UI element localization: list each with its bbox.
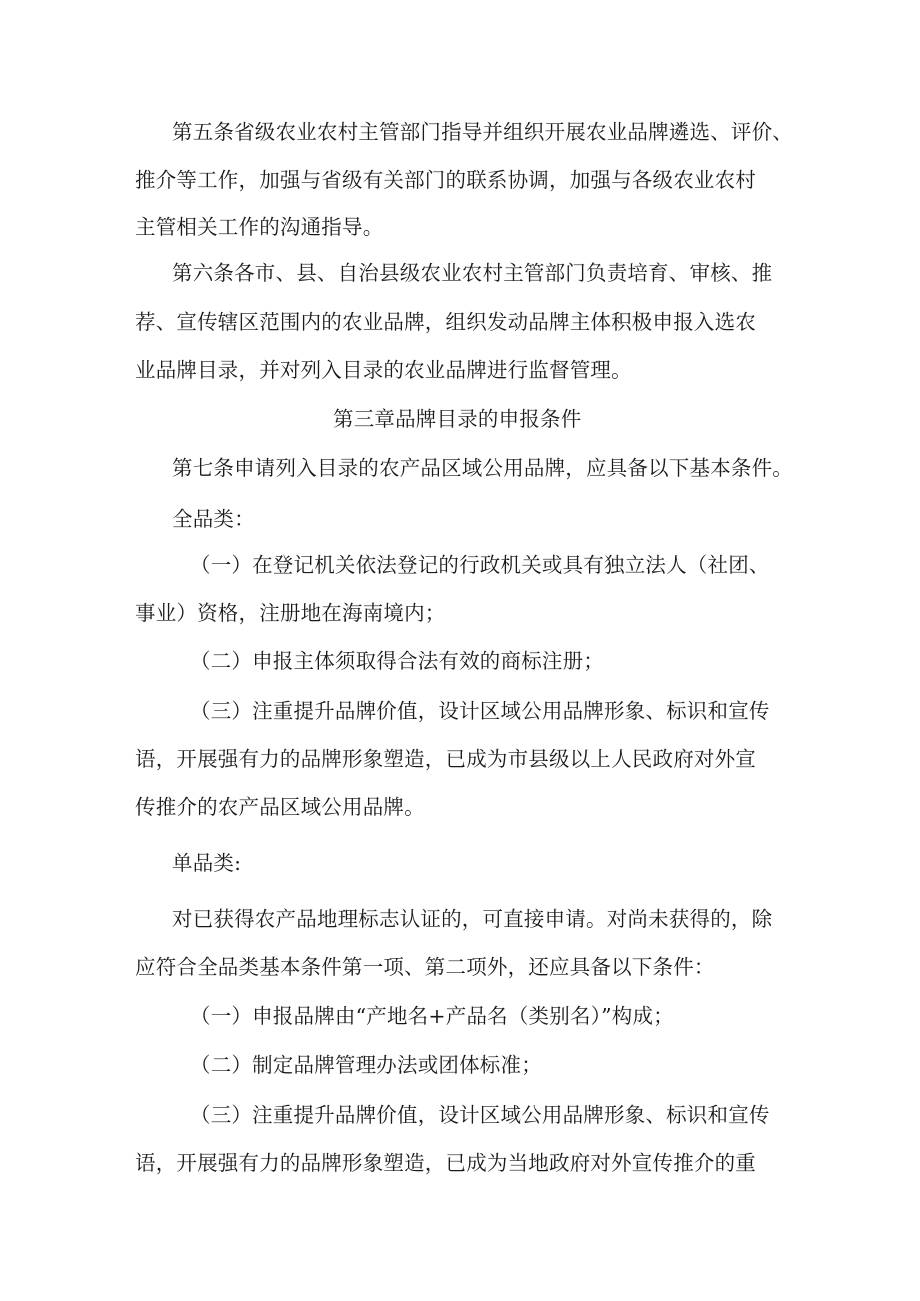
all-item-1-line-1: （一）在登记机关依法登记的行政机关或具有独立法人（社团、 xyxy=(190,553,770,577)
article-5-line-1: 第五条省级农业农村主管部门指导并组织开展农业品牌遴选、评价、 xyxy=(172,120,793,144)
all-item-3-line-2: 语，开展强有力的品牌形象塑造，已成为市县级以上人民政府对外宣 xyxy=(135,747,756,771)
single-intro-line-1: 对已获得农产品地理标志认证的，可直接申请。对尚未获得的，除 xyxy=(172,907,773,931)
single-category-label: 单品类: xyxy=(172,851,242,875)
single-item-3-line-2: 语，开展强有力的品牌形象塑造，已成为当地政府对外宣传推介的重 xyxy=(135,1151,756,1175)
article-6-line-2: 荐、宣传辖区范围内的农业品牌，组织发动品牌主体积极申报入选农 xyxy=(135,310,756,334)
all-item-1-line-2: 事业）资格，注册地在海南境内； xyxy=(135,601,446,625)
chapter-3-heading: 第三章品牌目录的申报条件 xyxy=(333,407,582,431)
all-categories-label: 全品类： xyxy=(172,507,255,531)
article-6-line-1: 第六条各市、县、自治县级农业农村主管部门负责培育、审核、推 xyxy=(172,261,773,285)
single-intro-line-2: 应符合全品类基本条件第一项、第二项外，还应具备以下条件： xyxy=(135,955,715,979)
single-item-1: （一）申报品牌由“产地名+产品名（类别名）”构成； xyxy=(190,1004,674,1028)
article-5-line-2: 推介等工作，加强与省级有关部门的联系协调，加强与各级农业农村 xyxy=(135,168,756,192)
single-item-3-line-1: （三）注重提升品牌价值，设计区域公用品牌形象、标识和宣传 xyxy=(190,1103,770,1127)
article-6-line-3: 业品牌目录，并对列入目录的农业品牌进行监督管理。 xyxy=(135,358,632,382)
all-item-3-line-3: 传推介的农产品区域公用品牌。 xyxy=(135,795,425,819)
article-5-line-3: 主管相关工作的沟通指导。 xyxy=(135,215,384,239)
article-7-line-1: 第七条申请列入目录的农产品区域公用品牌，应具备以下基本条件。 xyxy=(172,456,793,480)
all-item-2: （二）申报主体须取得合法有效的商标注册； xyxy=(190,649,604,673)
single-item-2: （二）制定品牌管理办法或团体标准； xyxy=(190,1053,542,1077)
all-item-3-line-1: （三）注重提升品牌价值，设计区域公用品牌形象、标识和宣传 xyxy=(190,699,770,723)
